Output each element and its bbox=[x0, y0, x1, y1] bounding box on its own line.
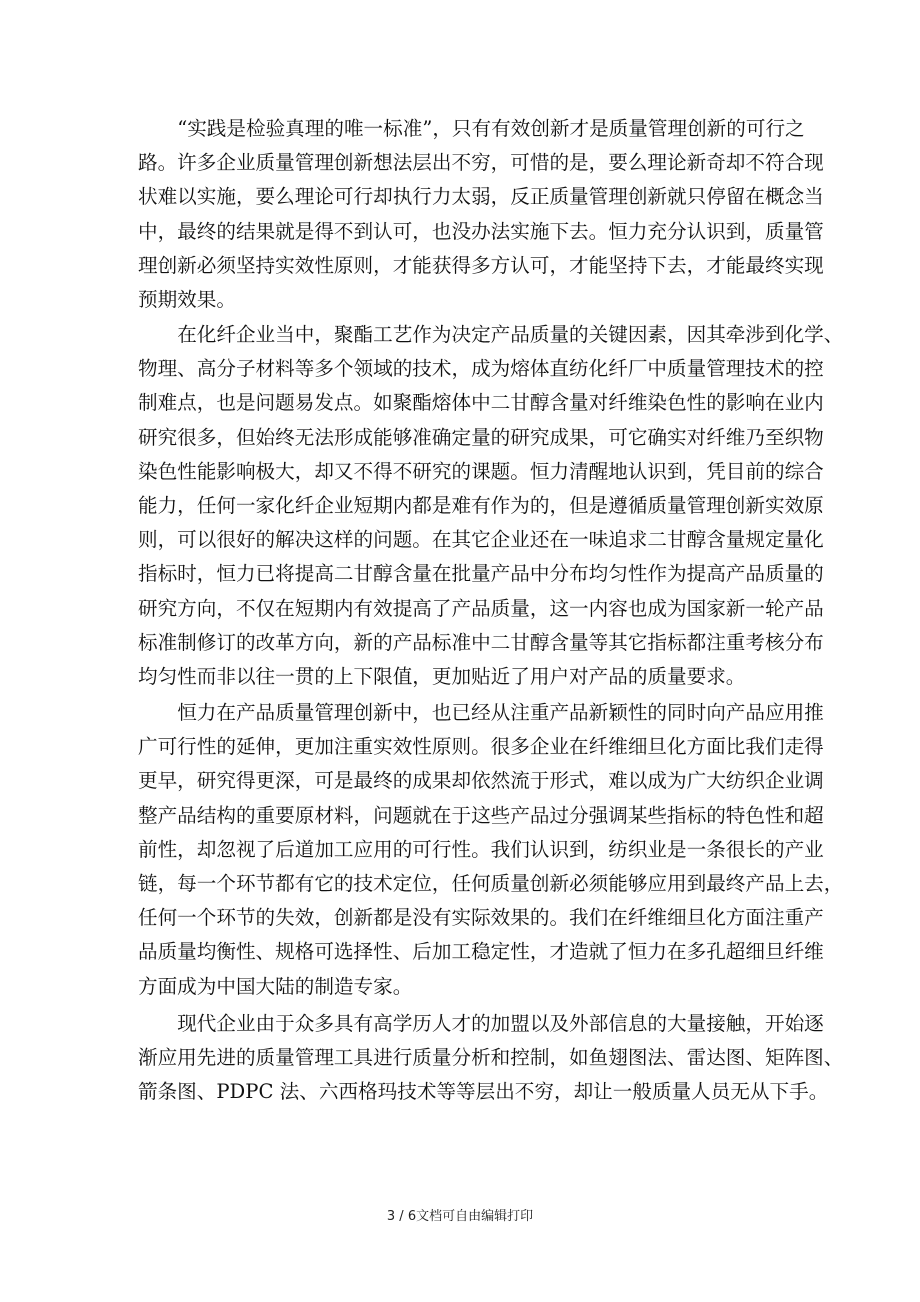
text-line: 更早，研究得更深，可是最终的成果却依然流于形式，难以成为广大纺织企业调 bbox=[138, 769, 824, 793]
text-line: 预期效果。 bbox=[138, 288, 236, 312]
text-line: 指标时，恒力已将提高二甘醇含量在批量产品中分布均匀性作为提高产品质量的 bbox=[138, 562, 824, 586]
text-line: 均匀性而非以往一贯的上下限值，更加贴近了用户对产品的质量要求。 bbox=[138, 665, 746, 689]
text-line: 研究很多，但始终无法形成能够准确定量的研究成果，可它确实对纤维乃至织物 bbox=[138, 425, 824, 449]
text-line: 品质量均衡性、规格可选择性、后加工稳定性，才造就了恒力在多孔超细旦纤维 bbox=[138, 940, 824, 964]
paragraph bbox=[138, 1007, 844, 1110]
text-line: 物理、高分子材料等多个领域的技术，成为熔体直纺化纤厂中质量管理技术的控 bbox=[138, 357, 824, 381]
text-line: 现代企业由于众多具有高学历人才的加盟以及外部信息的大量接触，开始逐 bbox=[177, 1012, 824, 1035]
text-line: 则，可以很好的解决这样的问题。在其它企业还在一味追求二甘醇含量规定量化 bbox=[138, 528, 824, 552]
text-line: 标准制修订的改革方向，新的产品标准中二甘醇含量等其它指标都注重考核分布 bbox=[138, 630, 824, 654]
paragraph bbox=[138, 318, 844, 694]
text-line: 前性，却忽视了后道加工应用的可行性。我们认识到，纺织业是一条很长的产业 bbox=[138, 837, 824, 861]
paragraph bbox=[138, 112, 824, 317]
text-line: 渐应用先进的质量管理工具进行质量分析和控制，如鱼翅图法、雷达图、矩阵图、 bbox=[138, 1046, 844, 1070]
text-line: 恒力在产品质量管理创新中，也已经从注重产品新颖性的同时向产品应用推 bbox=[177, 701, 824, 724]
text-line: 链，每一个环节都有它的技术定位，任何质量创新必须能够应用到最终产品上去， bbox=[138, 872, 844, 896]
text-line: 状难以实施，要么理论可行却执行力太弱，反正质量管理创新就只停留在概念当 bbox=[138, 185, 824, 209]
page-footer: 3 / 6文档可自由编辑打印 bbox=[386, 1209, 534, 1224]
text-line: 制难点，也是问题易发点。如聚酯熔体中二甘醇含量对纤维染色性的影响在业内 bbox=[138, 391, 824, 415]
text-line: 能力，任何一家化纤企业短期内都是难有作为的，但是遵循质量管理创新实效原 bbox=[138, 494, 824, 518]
text-line: 研究方向，不仅在短期内有效提高了产品质量，这一内容也成为国家新一轮产品 bbox=[138, 596, 824, 620]
text-line: 理创新必须坚持实效性原则，才能获得多方认可，才能坚持下去，才能最终实现 bbox=[138, 253, 824, 277]
text-line: 在化纤企业当中，聚酯工艺作为决定产品质量的关键因素，因其牵涉到化学、 bbox=[177, 323, 844, 346]
text-line: 任何一个环节的失效，创新都是没有实际效果的。我们在纤维细旦化方面注重产 bbox=[138, 906, 824, 930]
text-line: 路。许多企业质量管理创新想法层出不穷，可惜的是，要么理论新奇却不符合现 bbox=[138, 151, 824, 175]
text-line: 中，最终的结果就是得不到认可，也没办法实施下去。恒力充分认识到，质量管 bbox=[138, 219, 824, 243]
paragraph bbox=[138, 696, 844, 1004]
text-line: 方面成为中国大陆的制造专家。 bbox=[138, 974, 413, 998]
text-line: 广可行性的延伸，更加注重实效性原则。很多企业在纤维细旦化方面比我们走得 bbox=[138, 735, 824, 759]
text-line: 染色性能影响极大，却又不得不研究的课题。恒力清醒地认识到，凭目前的综合 bbox=[138, 459, 824, 483]
text-line: “实践是检验真理的唯一标准”，只有有效创新才是质量管理创新的可行之 bbox=[177, 117, 805, 140]
text-line: 箭条图、PDPC 法、六西格玛技术等等层出不穷，却让一般质量人员无从下手。 bbox=[138, 1080, 829, 1104]
text-line: 整产品结构的重要原材料，问题就在于这些产品过分强调某些指标的特色性和超 bbox=[138, 803, 824, 827]
